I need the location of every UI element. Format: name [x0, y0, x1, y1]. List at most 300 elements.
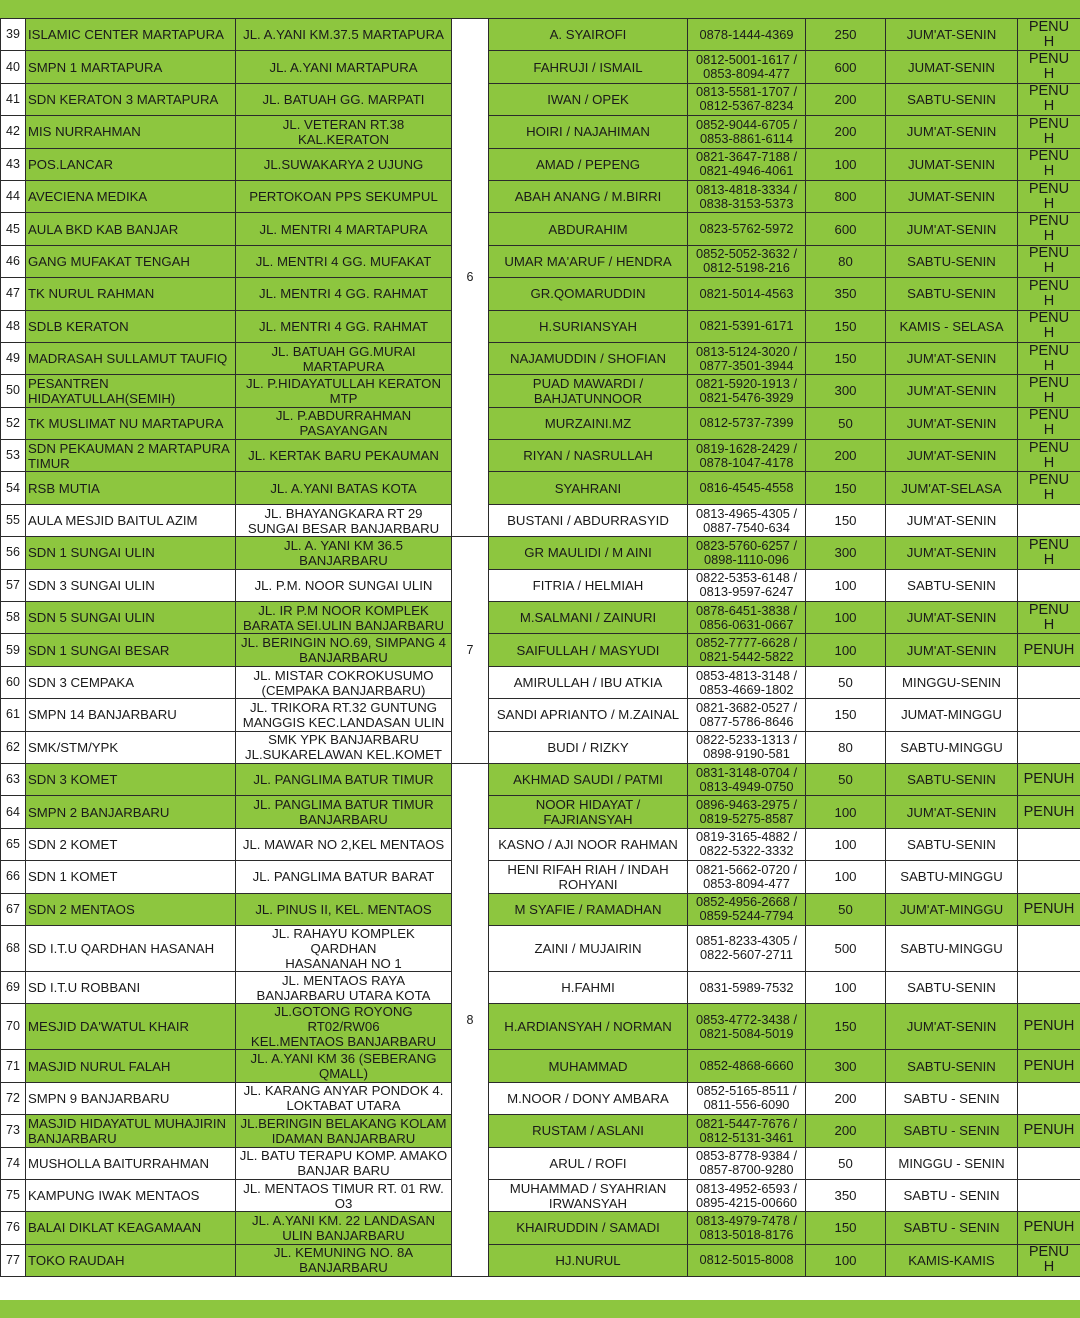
capacity: 150: [806, 699, 886, 731]
row-number: 56: [1, 537, 26, 569]
row-number: 39: [1, 19, 26, 51]
schedule-days: SABTU-MINGGU: [886, 861, 1018, 893]
row-number: 61: [1, 699, 26, 731]
contact-phone: 0821-3647-7188 / 0821-4946-4061: [688, 148, 806, 180]
contact-phone: 0852-9044-6705 / 0853-8861-6114: [688, 116, 806, 148]
location-name: TK MUSLIMAT NU MARTAPURA: [26, 407, 236, 439]
status-badge: [1018, 861, 1080, 893]
status-badge: PENUH: [1018, 1004, 1080, 1050]
schedule-days: JUM'AT-SELASA: [886, 472, 1018, 504]
contact-person: M.SALMANI / ZAINURI: [489, 602, 688, 634]
contact-person: FAHRUJI / ISMAIL: [489, 51, 688, 83]
location-name: SMPN 2 BANJARBARU: [26, 796, 236, 828]
table-row: [1, 537, 1080, 569]
capacity: 200: [806, 116, 886, 148]
schedule-days: JUMAT-SENIN: [886, 148, 1018, 180]
capacity: 100: [806, 1244, 886, 1276]
contact-person: SANDI APRIANTO / M.ZAINAL: [489, 699, 688, 731]
status-badge: [1018, 699, 1080, 731]
location-address: JL. BATUAH GG. MARPATI: [236, 83, 452, 115]
capacity: 50: [806, 763, 886, 795]
status-badge: [1018, 828, 1080, 860]
row-number: 49: [1, 342, 26, 374]
location-name: SMK/STM/YPK: [26, 731, 236, 763]
location-address: JL. MENTRI 4 MARTAPURA: [236, 213, 452, 245]
contact-phone: 0853-8778-9384 / 0857-8700-9280: [688, 1147, 806, 1179]
table-row: [1, 1147, 1080, 1179]
status-badge: [1018, 925, 1080, 971]
status-badge: [1018, 971, 1080, 1003]
capacity: 350: [806, 278, 886, 310]
contact-phone: 0821-5920-1913 / 0821-5476-3929: [688, 375, 806, 407]
location-address: JL. A.YANI KM.37.5 MARTAPURA: [236, 19, 452, 51]
table-row: [1, 1212, 1080, 1244]
capacity: 100: [806, 602, 886, 634]
status-badge: PENU H: [1018, 375, 1080, 407]
status-badge: PENU H: [1018, 180, 1080, 212]
row-number: 46: [1, 245, 26, 277]
row-number: 59: [1, 634, 26, 666]
location-name: SMPN 14 BANJARBARU: [26, 699, 236, 731]
contact-phone: 0819-3165-4882 / 0822-5322-3332: [688, 828, 806, 860]
capacity: 300: [806, 1050, 886, 1082]
capacity: 200: [806, 83, 886, 115]
status-badge: PENU H: [1018, 342, 1080, 374]
status-badge: PENU H: [1018, 19, 1080, 51]
row-number: 68: [1, 925, 26, 971]
table-row: [1, 19, 1080, 51]
location-name: MIS NURRAHMAN: [26, 116, 236, 148]
table-row: [1, 1004, 1080, 1050]
contact-phone: 0812-5015-8008: [688, 1244, 806, 1276]
table-row: [1, 342, 1080, 374]
contact-person: SAIFULLAH / MASYUDI: [489, 634, 688, 666]
capacity: 150: [806, 472, 886, 504]
contact-phone: 0813-5581-1707 / 0812-5367-8234: [688, 83, 806, 115]
location-address: JL. BATUAH GG.MURAI MARTAPURA: [236, 342, 452, 374]
status-badge: PENUH: [1018, 634, 1080, 666]
location-name: SMPN 9 BANJARBARU: [26, 1082, 236, 1114]
table-row: [1, 602, 1080, 634]
location-name: SDN PEKAUMAN 2 MARTAPURA TIMUR: [26, 440, 236, 472]
location-name: RSB MUTIA: [26, 472, 236, 504]
location-name: BALAI DIKLAT KEAGAMAAN: [26, 1212, 236, 1244]
contact-phone: 0878-1444-4369: [688, 19, 806, 51]
capacity: 300: [806, 375, 886, 407]
row-number: 75: [1, 1179, 26, 1211]
row-number: 63: [1, 763, 26, 795]
table-row: [1, 83, 1080, 115]
schedule-days: SABTU - SENIN: [886, 1179, 1018, 1211]
status-badge: PENU H: [1018, 310, 1080, 342]
contact-person: PUAD MAWARDI / BAHJATUNNOOR: [489, 375, 688, 407]
table-row: [1, 116, 1080, 148]
location-name: SDN 3 SUNGAI ULIN: [26, 569, 236, 601]
contact-phone: 0852-4868-6660: [688, 1050, 806, 1082]
row-number: 54: [1, 472, 26, 504]
table-row: [1, 51, 1080, 83]
contact-phone: 0813-4965-4305 / 0887-7540-634: [688, 504, 806, 536]
location-address: JL. A.YANI KM. 22 LANDASAN ULIN BANJARBARU: [236, 1212, 452, 1244]
table-row: [1, 245, 1080, 277]
schedule-days: JUM'AT-MINGGU: [886, 893, 1018, 925]
table-row: [1, 375, 1080, 407]
row-number: 45: [1, 213, 26, 245]
location-name: ISLAMIC CENTER MARTAPURA: [26, 19, 236, 51]
status-badge: [1018, 569, 1080, 601]
row-number: 72: [1, 1082, 26, 1114]
location-address: JL.BERINGIN BELAKANG KOLAM IDAMAN BANJARBARU: [236, 1115, 452, 1147]
capacity: 200: [806, 440, 886, 472]
table-row: [1, 893, 1080, 925]
contact-person: MURZAINI.MZ: [489, 407, 688, 439]
contact-person: AKHMAD SAUDI / PATMI: [489, 763, 688, 795]
contact-person: GR.QOMARUDDIN: [489, 278, 688, 310]
capacity: 150: [806, 504, 886, 536]
schedule-days: SABTU - SENIN: [886, 1212, 1018, 1244]
status-badge: PENUH: [1018, 763, 1080, 795]
location-address: JL. P.ABDURRAHMAN PASAYANGAN: [236, 407, 452, 439]
location-name: SDN 2 KOMET: [26, 828, 236, 860]
capacity: 80: [806, 245, 886, 277]
capacity: 800: [806, 180, 886, 212]
status-badge: [1018, 731, 1080, 763]
contact-person: AMAD / PEPENG: [489, 148, 688, 180]
location-address: JL. PANGLIMA BATUR TIMUR BANJARBARU: [236, 796, 452, 828]
capacity: 100: [806, 971, 886, 1003]
row-number: 70: [1, 1004, 26, 1050]
table-body: [1, 19, 1080, 1277]
location-address: JL. A.YANI MARTAPURA: [236, 51, 452, 83]
row-number: 55: [1, 504, 26, 536]
contact-person: KHAIRUDDIN / SAMADI: [489, 1212, 688, 1244]
contact-person: H.FAHMI: [489, 971, 688, 1003]
location-address: JL. A.YANI BATAS KOTA: [236, 472, 452, 504]
capacity: 150: [806, 1004, 886, 1050]
schedule-days: JUM'AT-SENIN: [886, 796, 1018, 828]
location-name: SDN 2 MENTAOS: [26, 893, 236, 925]
capacity: 600: [806, 51, 886, 83]
contact-person: ABAH ANANG / M.BIRRI: [489, 180, 688, 212]
contact-phone: 0896-9463-2975 / 0819-5275-8587: [688, 796, 806, 828]
contact-phone: 0852-5052-3632 / 0812-5198-216: [688, 245, 806, 277]
table-row: [1, 1179, 1080, 1211]
table-row: [1, 407, 1080, 439]
location-address: JL. P.M. NOOR SUNGAI ULIN: [236, 569, 452, 601]
contact-phone: 0812-5001-1617 / 0853-8094-477: [688, 51, 806, 83]
row-number: 71: [1, 1050, 26, 1082]
table-row: [1, 440, 1080, 472]
contact-phone: 0822-5353-6148 / 0813-9597-6247: [688, 569, 806, 601]
contact-phone: 0853-4772-3438 / 0821-5084-5019: [688, 1004, 806, 1050]
table-row: [1, 1115, 1080, 1147]
location-name: SDN 1 KOMET: [26, 861, 236, 893]
row-number: 47: [1, 278, 26, 310]
schedule-days: JUMAT-MINGGU: [886, 699, 1018, 731]
capacity: 100: [806, 569, 886, 601]
contact-phone: 0821-3682-0527 / 0877-5786-8646: [688, 699, 806, 731]
capacity: 500: [806, 925, 886, 971]
schedule-days: SABTU-SENIN: [886, 278, 1018, 310]
capacity: 150: [806, 1212, 886, 1244]
location-name: SDN 5 SUNGAI ULIN: [26, 602, 236, 634]
contact-phone: 0821-5662-0720 / 0853-8094-477: [688, 861, 806, 893]
row-number: 73: [1, 1115, 26, 1147]
contact-phone: 0823-5762-5972: [688, 213, 806, 245]
row-number: 77: [1, 1244, 26, 1276]
capacity: 200: [806, 1115, 886, 1147]
group-number: 8: [452, 763, 489, 1276]
row-number: 64: [1, 796, 26, 828]
contact-person: AMIRULLAH / IBU ATKIA: [489, 666, 688, 698]
capacity: 50: [806, 666, 886, 698]
location-address: JL. MENTAOS RAYA BANJARBARU UTARA KOTA: [236, 971, 452, 1003]
contact-person: M SYAFIE / RAMADHAN: [489, 893, 688, 925]
contact-phone: 0813-4952-6593 / 0895-4215-00660: [688, 1179, 806, 1211]
status-badge: PENU H: [1018, 537, 1080, 569]
table-row: [1, 861, 1080, 893]
contact-person: M.NOOR / DONY AMBARA: [489, 1082, 688, 1114]
capacity: 50: [806, 1147, 886, 1179]
capacity: 200: [806, 1082, 886, 1114]
schedule-days: JUM'AT-SENIN: [886, 634, 1018, 666]
status-badge: PENU H: [1018, 116, 1080, 148]
contact-person: ABDURAHIM: [489, 213, 688, 245]
location-name: GANG MUFAKAT TENGAH: [26, 245, 236, 277]
table-row: [1, 180, 1080, 212]
contact-person: HENI RIFAH RIAH / INDAH ROHYANI: [489, 861, 688, 893]
location-address: JL. P.HIDAYATULLAH KERATON MTP: [236, 375, 452, 407]
contact-person: ZAINI / MUJAIRIN: [489, 925, 688, 971]
schedule-days: SABTU-SENIN: [886, 569, 1018, 601]
contact-phone: 0813-4818-3334 / 0838-3153-5373: [688, 180, 806, 212]
status-badge: PENUH: [1018, 1212, 1080, 1244]
schedule-days: JUM'AT-SENIN: [886, 342, 1018, 374]
contact-person: GR MAULIDI / M AINI: [489, 537, 688, 569]
capacity: 150: [806, 342, 886, 374]
capacity: 100: [806, 634, 886, 666]
capacity: 100: [806, 861, 886, 893]
schedule-days: KAMIS-KAMIS: [886, 1244, 1018, 1276]
contact-person: BUSTANI / ABDURRASYID: [489, 504, 688, 536]
table-row: [1, 569, 1080, 601]
location-address: JL. RAHAYU KOMPLEK QARDHAN HASANANAH NO 1: [236, 925, 452, 971]
contact-phone: 0852-5165-8511 / 0811-556-6090: [688, 1082, 806, 1114]
schedule-days: JUM'AT-SENIN: [886, 19, 1018, 51]
schedule-days: SABTU-MINGGU: [886, 925, 1018, 971]
location-name: AULA MESJID BAITUL AZIM: [26, 504, 236, 536]
location-name: MESJID DA'WATUL KHAIR: [26, 1004, 236, 1050]
schedule-days: SABTU-SENIN: [886, 763, 1018, 795]
contact-phone: 0816-4545-4558: [688, 472, 806, 504]
schedule-days: KAMIS - SELASA: [886, 310, 1018, 342]
table-row: [1, 278, 1080, 310]
status-badge: PENU H: [1018, 440, 1080, 472]
status-badge: [1018, 1082, 1080, 1114]
row-number: 40: [1, 51, 26, 83]
contact-phone: 0813-4979-7478 / 0813-5018-8176: [688, 1212, 806, 1244]
row-number: 67: [1, 893, 26, 925]
schedule-days: SABTU-MINGGU: [886, 731, 1018, 763]
location-name: MUSHOLLA BAITURRAHMAN: [26, 1147, 236, 1179]
location-table: [0, 18, 1080, 1277]
schedule-days: JUMAT-SENIN: [886, 51, 1018, 83]
schedule-days: JUM'AT-SENIN: [886, 407, 1018, 439]
group-number: 6: [452, 19, 489, 537]
contact-phone: 0831-3148-0704 / 0813-4949-0750: [688, 763, 806, 795]
schedule-days: SABTU-SENIN: [886, 83, 1018, 115]
location-address: JL. PANGLIMA BATUR TIMUR: [236, 763, 452, 795]
contact-phone: 0821-5391-6171: [688, 310, 806, 342]
schedule-days: SABTU - SENIN: [886, 1115, 1018, 1147]
schedule-days: MINGGU-SENIN: [886, 666, 1018, 698]
table-row: [1, 731, 1080, 763]
table-row: [1, 634, 1080, 666]
schedule-days: JUM'AT-SENIN: [886, 602, 1018, 634]
contact-phone: 0813-5124-3020 / 0877-3501-3944: [688, 342, 806, 374]
location-address: JL. BERINGIN NO.69, SIMPANG 4 BANJARBARU: [236, 634, 452, 666]
location-name: POS.LANCAR: [26, 148, 236, 180]
table-row: [1, 796, 1080, 828]
contact-phone: 0821-5014-4563: [688, 278, 806, 310]
status-badge: PENU H: [1018, 1244, 1080, 1276]
location-name: SDN 3 KOMET: [26, 763, 236, 795]
capacity: 600: [806, 213, 886, 245]
schedule-days: SABTU - SENIN: [886, 1082, 1018, 1114]
row-number: 50: [1, 375, 26, 407]
contact-phone: 0853-4813-3148 / 0853-4669-1802: [688, 666, 806, 698]
contact-person: IWAN / OPEK: [489, 83, 688, 115]
row-number: 57: [1, 569, 26, 601]
contact-person: RIYAN / NASRULLAH: [489, 440, 688, 472]
row-number: 76: [1, 1212, 26, 1244]
capacity: 350: [806, 1179, 886, 1211]
location-address: SMK YPK BANJARBARU JL.SUKARELAWAN KEL.KOMET: [236, 731, 452, 763]
contact-phone: 0831-5989-7532: [688, 971, 806, 1003]
location-name: SD I.T.U QARDHAN HASANAH: [26, 925, 236, 971]
location-address: JL. BHAYANGKARA RT 29 SUNGAI BESAR BANJARBARU: [236, 504, 452, 536]
table-row: [1, 971, 1080, 1003]
location-name: MASJID NURUL FALAH: [26, 1050, 236, 1082]
schedule-days: SABTU-SENIN: [886, 971, 1018, 1003]
row-number: 41: [1, 83, 26, 115]
schedule-days: JUM'AT-SENIN: [886, 504, 1018, 536]
contact-person: UMAR MA'ARUF / HENDRA: [489, 245, 688, 277]
location-name: SDN 3 CEMPAKA: [26, 666, 236, 698]
row-number: 69: [1, 971, 26, 1003]
schedule-days: MINGGU - SENIN: [886, 1147, 1018, 1179]
capacity: 50: [806, 893, 886, 925]
location-address: JL. IR P.M NOOR KOMPLEK BARATA SEI.ULIN BANJARBARU: [236, 602, 452, 634]
contact-person: MUHAMMAD: [489, 1050, 688, 1082]
schedule-days: JUMAT-SENIN: [886, 180, 1018, 212]
status-badge: PENUH: [1018, 893, 1080, 925]
location-address: JL. MENTRI 4 GG. MUFAKAT: [236, 245, 452, 277]
location-address: JL.GOTONG ROYONG RT02/RW06 KEL.MENTAOS BANJARBARU: [236, 1004, 452, 1050]
contact-person: SYAHRANI: [489, 472, 688, 504]
status-badge: PENUH: [1018, 1050, 1080, 1082]
location-name: SDN 1 SUNGAI ULIN: [26, 537, 236, 569]
contact-phone: 0819-1628-2429 / 0878-1047-4178: [688, 440, 806, 472]
row-number: 60: [1, 666, 26, 698]
contact-phone: 0812-5737-7399: [688, 407, 806, 439]
row-number: 74: [1, 1147, 26, 1179]
contact-phone: 0822-5233-1313 / 0898-9190-581: [688, 731, 806, 763]
schedule-days: JUM'AT-SENIN: [886, 116, 1018, 148]
location-name: SMPN 1 MARTAPURA: [26, 51, 236, 83]
location-address: PERTOKOAN PPS SEKUMPUL: [236, 180, 452, 212]
location-address: JL. KERTAK BARU PEKAUMAN: [236, 440, 452, 472]
row-number: 65: [1, 828, 26, 860]
table-row: [1, 1050, 1080, 1082]
location-address: JL.SUWAKARYA 2 UJUNG: [236, 148, 452, 180]
row-number: 48: [1, 310, 26, 342]
contact-phone: 0852-7777-6628 / 0821-5442-5822: [688, 634, 806, 666]
schedule-days: SABTU-SENIN: [886, 245, 1018, 277]
location-name: PESANTREN HIDAYATULLAH(SEMIH): [26, 375, 236, 407]
contact-person: KASNO / AJI NOOR RAHMAN: [489, 828, 688, 860]
schedule-days: JUM'AT-SENIN: [886, 537, 1018, 569]
capacity: 100: [806, 148, 886, 180]
table-row: [1, 828, 1080, 860]
contact-person: HJ.NURUL: [489, 1244, 688, 1276]
capacity: 150: [806, 310, 886, 342]
location-address: JL. A.YANI KM 36 (SEBERANG QMALL): [236, 1050, 452, 1082]
table-row: [1, 925, 1080, 971]
location-table-sheet: [0, 18, 1080, 1300]
contact-person: ARUL / ROFI: [489, 1147, 688, 1179]
location-name: TK NURUL RAHMAN: [26, 278, 236, 310]
location-name: AULA BKD KAB BANJAR: [26, 213, 236, 245]
capacity: 100: [806, 828, 886, 860]
location-address: JL. PINUS II, KEL. MENTAOS: [236, 893, 452, 925]
status-badge: PENU H: [1018, 278, 1080, 310]
location-address: JL. A. YANI KM 36.5 BANJARBARU: [236, 537, 452, 569]
status-badge: [1018, 1147, 1080, 1179]
location-name: MADRASAH SULLAMUT TAUFIQ: [26, 342, 236, 374]
contact-person: HOIRI / NAJAHIMAN: [489, 116, 688, 148]
row-number: 66: [1, 861, 26, 893]
contact-phone: 0823-5760-6257 / 0898-1110-096: [688, 537, 806, 569]
contact-person: NOOR HIDAYAT / FAJRIANSYAH: [489, 796, 688, 828]
contact-person: RUSTAM / ASLANI: [489, 1115, 688, 1147]
location-address: JL. MAWAR NO 2,KEL MENTAOS: [236, 828, 452, 860]
location-address: JL. BATU TERAPU KOMP. AMAKO BANJAR BARU: [236, 1147, 452, 1179]
status-badge: [1018, 1179, 1080, 1211]
schedule-days: SABTU-SENIN: [886, 828, 1018, 860]
row-number: 58: [1, 602, 26, 634]
contact-person: H.ARDIANSYAH / NORMAN: [489, 1004, 688, 1050]
location-name: SD I.T.U ROBBANI: [26, 971, 236, 1003]
status-badge: PENUH: [1018, 1115, 1080, 1147]
schedule-days: JUM'AT-SENIN: [886, 1004, 1018, 1050]
table-row: [1, 148, 1080, 180]
status-badge: PENU H: [1018, 407, 1080, 439]
contact-phone: 0851-8233-4305 / 0822-5607-2711: [688, 925, 806, 971]
capacity: 50: [806, 407, 886, 439]
location-address: JL. KEMUNING NO. 8A BANJARBARU: [236, 1244, 452, 1276]
location-name: AVECIENA MEDIKA: [26, 180, 236, 212]
contact-person: BUDI / RIZKY: [489, 731, 688, 763]
schedule-days: JUM'AT-SENIN: [886, 375, 1018, 407]
contact-person: H.SURIANSYAH: [489, 310, 688, 342]
status-badge: PENUH: [1018, 796, 1080, 828]
capacity: 80: [806, 731, 886, 763]
location-address: JL. MENTAOS TIMUR RT. 01 RW. O3: [236, 1179, 452, 1211]
group-number: 7: [452, 537, 489, 764]
row-number: 62: [1, 731, 26, 763]
location-name: SDLB KERATON: [26, 310, 236, 342]
